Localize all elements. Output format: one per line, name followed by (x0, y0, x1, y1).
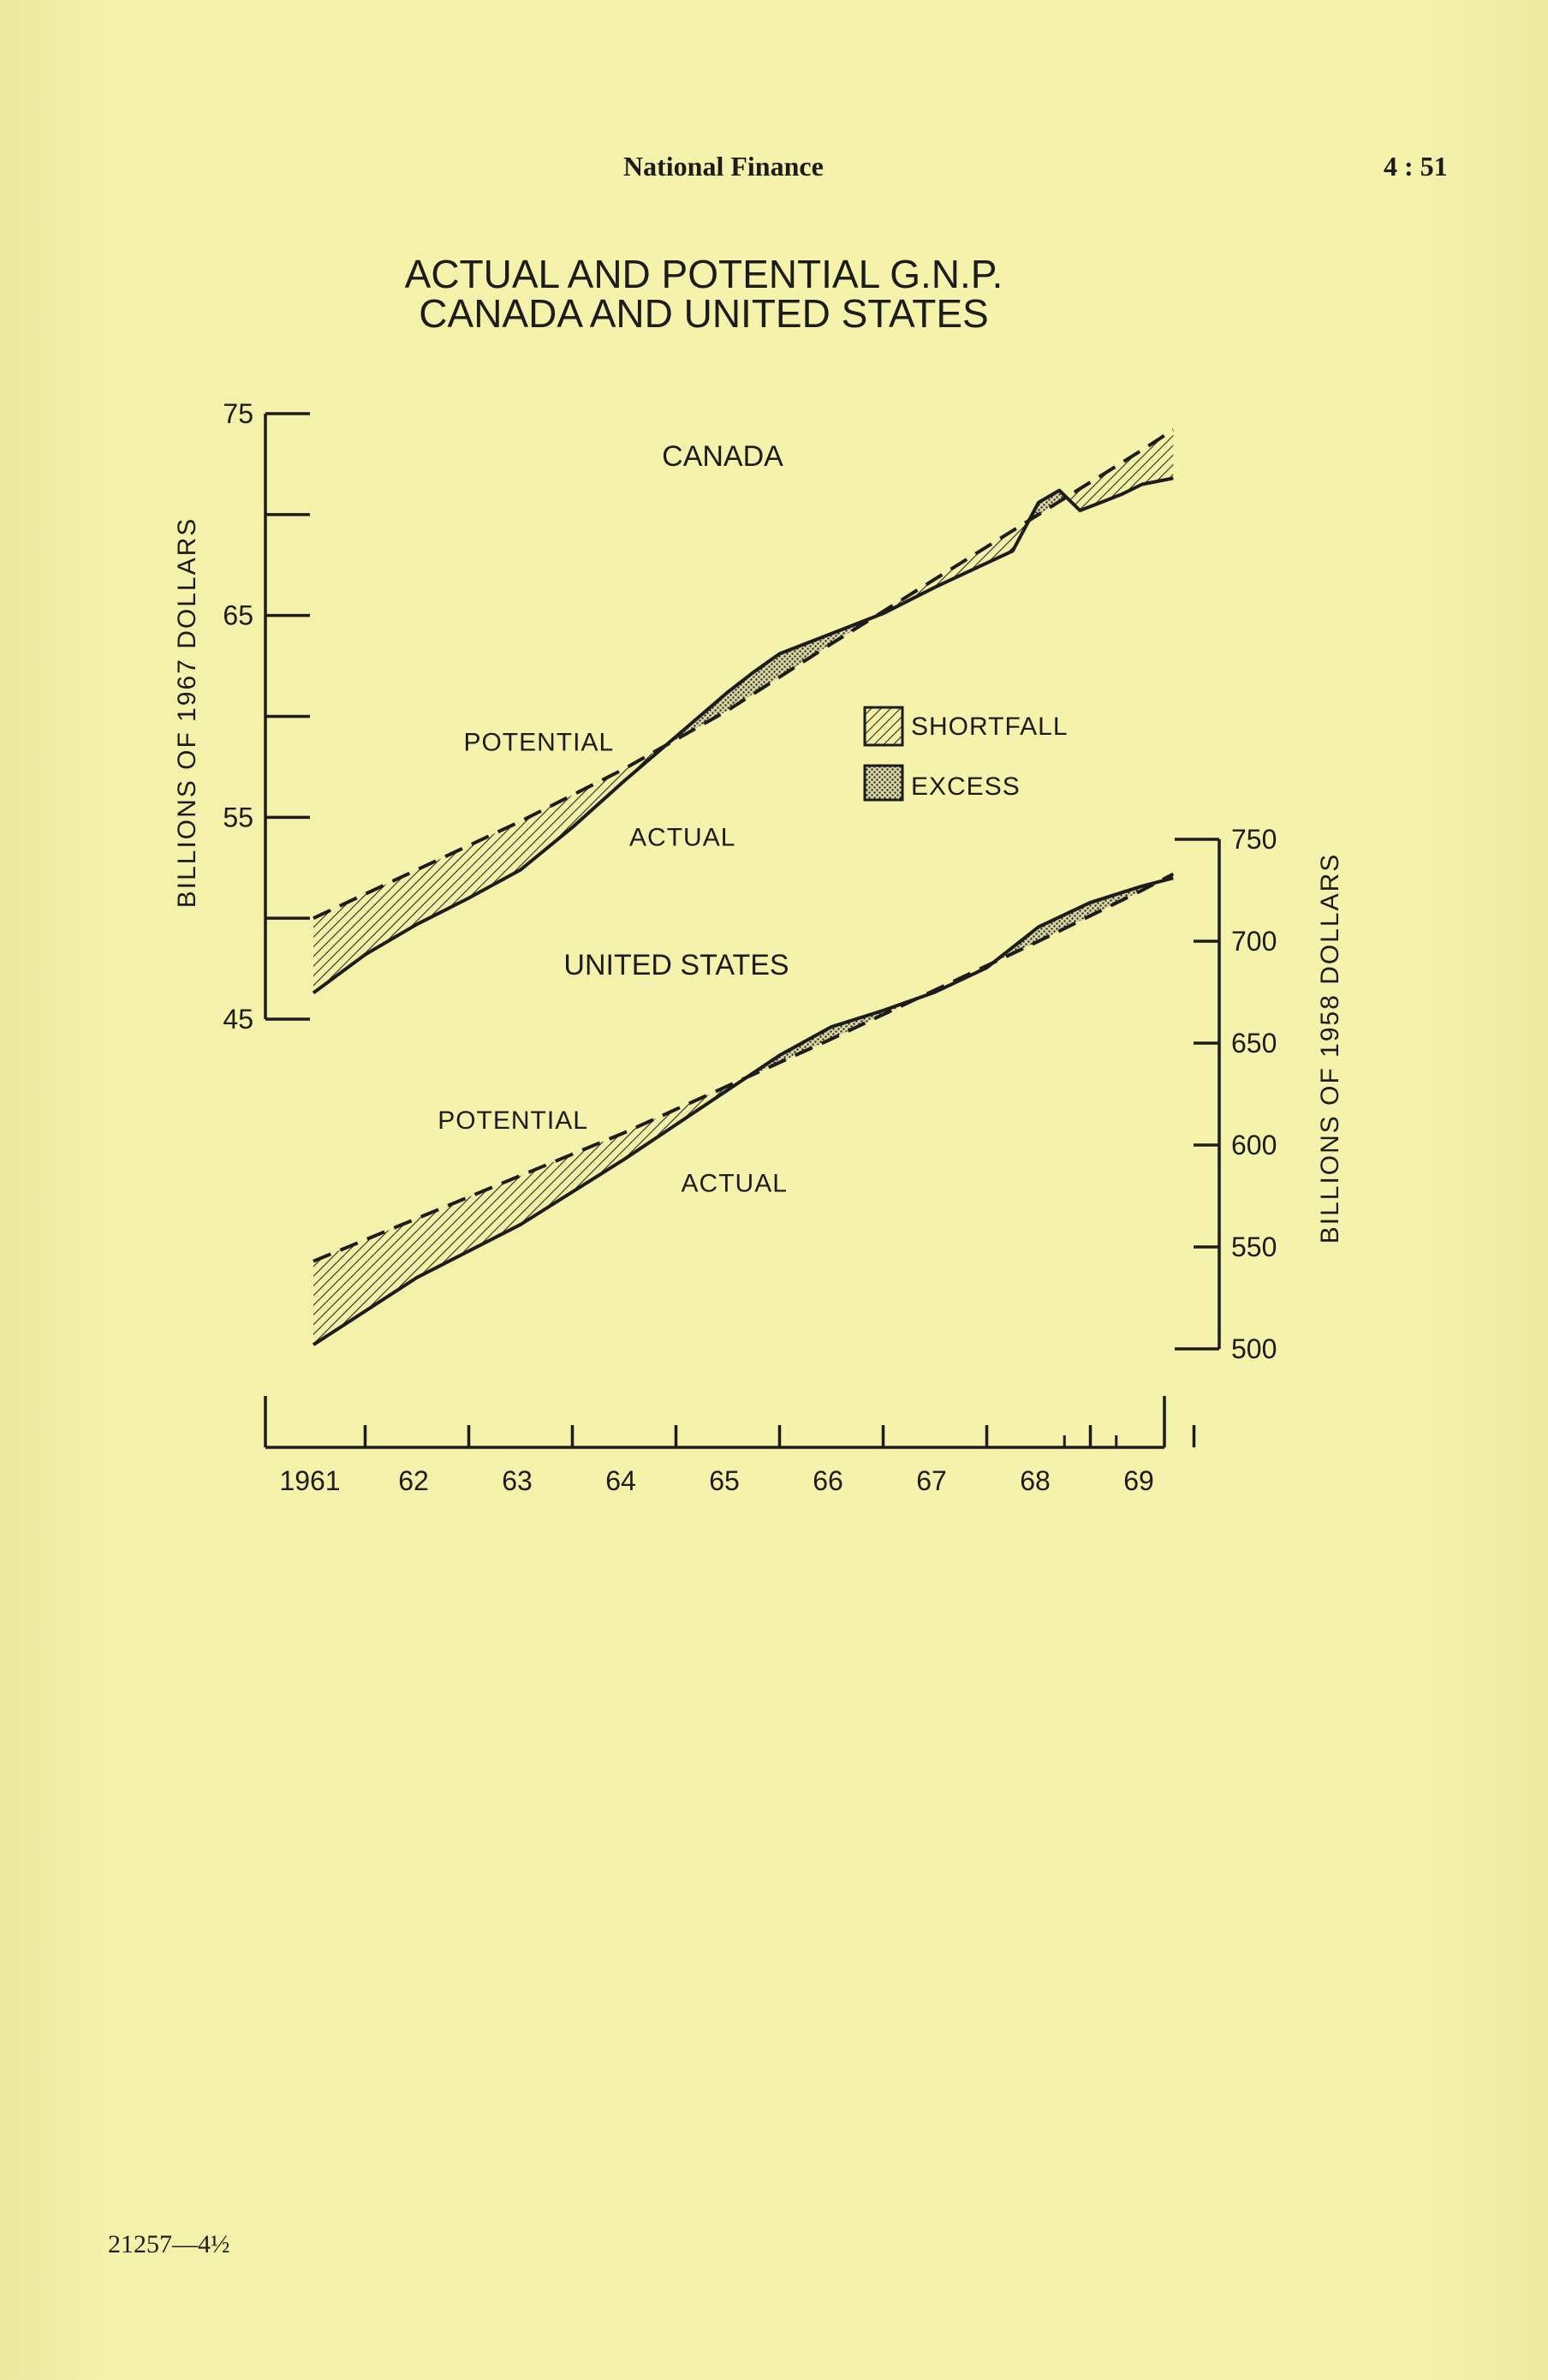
section-title: National Finance (623, 151, 824, 182)
canada-y-tick-label-75: 75 (223, 398, 253, 429)
us-y-tick-label-650: 650 (1231, 1028, 1277, 1059)
x-tick-label-66: 66 (813, 1465, 843, 1496)
us-y-tick-label-700: 700 (1231, 926, 1277, 957)
x-tick-label-62: 62 (398, 1465, 429, 1496)
x-tick-label-68: 68 (1020, 1465, 1051, 1496)
x-tick-label-63: 63 (502, 1465, 533, 1496)
canada-y-tick-label-65: 65 (223, 599, 253, 631)
x-tick-label-65: 65 (709, 1465, 740, 1496)
x-tick-label-1961: 1961 (279, 1465, 341, 1496)
right-axis-title: BILLIONS OF 1958 DOLLARS (1316, 852, 1344, 1244)
legend (865, 707, 1069, 801)
us-y-tick-label-500: 500 (1231, 1333, 1277, 1364)
left-axis-title: BILLIONS OF 1967 DOLLARS (173, 516, 201, 909)
us-y-tick-label-550: 550 (1231, 1232, 1277, 1262)
legend-item-shortfall (865, 707, 1069, 745)
excess-swatch-icon (865, 766, 902, 800)
x-tick-label-69: 69 (1123, 1465, 1154, 1496)
us-annotation-potential: POTENTIAL (438, 1106, 588, 1135)
canada-annotation-potential: POTENTIAL (463, 728, 615, 757)
shortfall-swatch-icon (865, 707, 902, 745)
chart-subtitle: CANADA AND UNITED STATES (419, 291, 989, 336)
legend-label-shortfall: SHORTFALL (911, 713, 1069, 741)
canada-annotation-actual: ACTUAL (629, 823, 736, 852)
panel-title-canada: CANADA (662, 440, 783, 473)
legend-label-excess: EXCESS (911, 772, 1021, 801)
x-tick-label-67: 67 (916, 1465, 947, 1496)
footer-code: 21257—4½ (108, 2230, 230, 2258)
shaded-gap-areas (313, 430, 1173, 1345)
x-tick-label-64: 64 (605, 1465, 636, 1496)
panel-title-us: UNITED STATES (563, 949, 789, 981)
page-number: 4 : 51 (1384, 151, 1448, 182)
us-y-tick-label-750: 750 (1231, 824, 1277, 855)
us-y-tick-label-600: 600 (1231, 1130, 1277, 1160)
chart-title: ACTUAL AND POTENTIAL G.N.P. (404, 252, 1003, 296)
us-annotation-actual: ACTUAL (681, 1169, 788, 1198)
legend-item-excess (865, 766, 1021, 801)
canada-y-tick-label-55: 55 (223, 802, 253, 833)
canada-y-tick-label-45: 45 (223, 1004, 253, 1035)
